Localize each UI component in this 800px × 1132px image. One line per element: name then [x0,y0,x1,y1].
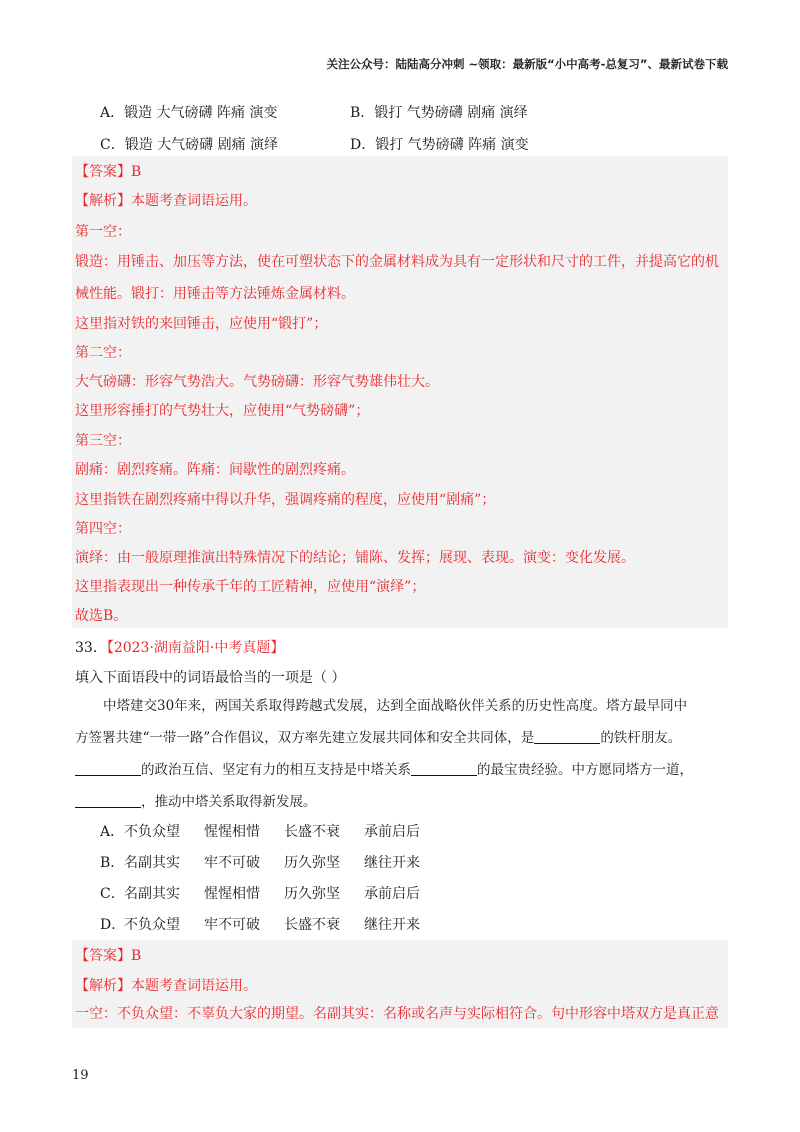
choice-word: 名副其实 [124,855,180,871]
q32-analysis-line: 第三空： [75,433,131,449]
choice-word: 不负众望 [124,917,180,933]
q33-number: 33． [75,640,107,656]
choice-word: 牢不可破 [204,917,260,933]
passage-line-1: 中塔建交30年来，两国关系取得跨越式发展，达到全面战略伙伴关系的历史性高度。塔方最早同中 [103,698,688,714]
choice-word: 名副其实 [124,886,180,902]
q32-analysis-line: 演绎：由一般原理推演出特殊情况下的结论；铺陈、发挥；展现、表现。演变：变化发展。 [75,550,635,566]
passage-text: 的铁杆朋友。 [600,730,682,746]
q33-choice-b [100,852,444,872]
blank-3 [411,761,477,776]
q33-choice-a [100,821,444,841]
q33-passage [75,690,725,818]
q32-analysis-line: 这里指铁在剧烈疼痛中得以升华，强调疼痛的程度，应使用“剧痛”； [75,492,496,508]
q32-analysis-line: 第一空： [75,224,131,240]
header-note: 关注公众号：陆陆高分冲刺 ~领取：最新版“小中高考-总复习”、最新试卷下载 [326,57,728,71]
q32-analysis-line: 第四空： [75,521,131,537]
blank-1 [534,729,600,744]
q32-options-row-1 [100,96,700,128]
passage-line-4 [75,786,725,818]
q33-answer: 【答案】B [75,948,142,964]
q32-option-b: B．锻打 气势磅礴 剧痛 演绎 [350,105,528,121]
choice-word: 继往开来 [364,917,420,933]
choice-word: 继往开来 [364,855,420,871]
q32-analysis-head: 【解析】本题考查词语运用。 [75,193,257,209]
choice-word: 历久弥坚 [284,886,340,902]
q32-analysis-line: 这里指表现出一种传承千年的工匠精神，应使用“演绎”； [75,579,426,595]
q32-analysis-line: 第二空： [75,345,131,361]
blank-4 [75,793,141,808]
choice-word: 不负众望 [124,824,180,840]
choice-word: 历久弥坚 [284,855,340,871]
choice-word: 承前启后 [364,824,420,840]
passage-line-2 [75,722,725,754]
choice-key: C． [100,886,125,902]
passage-text: 的最宝贵经验。中方愿同塔方一道， [477,762,693,778]
q32-analysis-line: 大气磅礴：形容气势浩大。气势磅礴：形容气势雄伟壮大。 [75,374,439,390]
choice-key: A． [100,824,125,840]
q32-analysis-line: 械性能。锻打：用锤击等方法锤炼金属材料。 [75,286,355,302]
q33-prompt: 填入下面语段中的词语最恰当的一项是（ ） [75,670,346,686]
q32-analysis-line: 锻造：用锤击、加压等方法，使在可塑状态下的金属材料成为具有一定形状和尺寸的工件，并提高它的机 [75,254,719,270]
q32-options [100,96,700,160]
blank-2 [75,761,141,776]
passage-text: ，推动中塔关系取得新发展。 [141,794,317,810]
choice-word: 长盛不衰 [284,824,340,840]
q32-option-a: A．锻造 大气磅礴 阵痛 演变 [100,105,278,121]
q33-choice-c [100,883,444,903]
q32-analysis-line: 这里形容捶打的气势壮大，应使用“气势磅礴”； [75,403,370,419]
choice-key: D． [100,917,126,933]
q33-analysis-head: 【解析】本题考查词语运用。 [75,978,257,994]
choice-word: 牢不可破 [204,855,260,871]
q32-option-c: C．锻造 大气磅礴 剧痛 演绎 [100,137,279,153]
q33-heading [75,637,284,657]
choice-word: 长盛不衰 [284,917,340,933]
q33-choice-d [100,914,444,934]
choice-word: 承前启后 [364,886,420,902]
q33-source: 【2023·湖南益阳·中考真题】 [106,640,285,656]
passage-text: 的政治互信、坚定有力的相互支持是中塔关系 [141,762,411,778]
passage-text: 方签署共建“一带一路”合作倡议，双方率先建立发展共同体和安全共同体，是 [75,730,535,746]
q32-analysis-line: 这里指对铁的来回锤击，应使用“锻打”； [75,316,328,332]
q33-analysis-line: 一空：不负众望：不辜负大家的期望。名副其实：名称或名声与实际相符合。句中形容中塔双方是真正意 [75,1006,719,1022]
choice-word: 惺惺相惜 [204,824,260,840]
q32-analysis-line: 剧痛：剧烈疼痛。阵痛：间歇性的剧烈疼痛。 [75,462,355,478]
q32-option-d: D．锻打 气势磅礴 阵痛 演变 [350,137,529,153]
choice-word: 惺惺相惜 [204,886,260,902]
q32-answer: 【答案】B [75,164,142,180]
passage-line-3 [75,754,725,786]
choice-key: B． [100,855,125,871]
page-number: 19 [72,1068,89,1083]
q32-analysis-line: 故选B。 [75,608,128,624]
